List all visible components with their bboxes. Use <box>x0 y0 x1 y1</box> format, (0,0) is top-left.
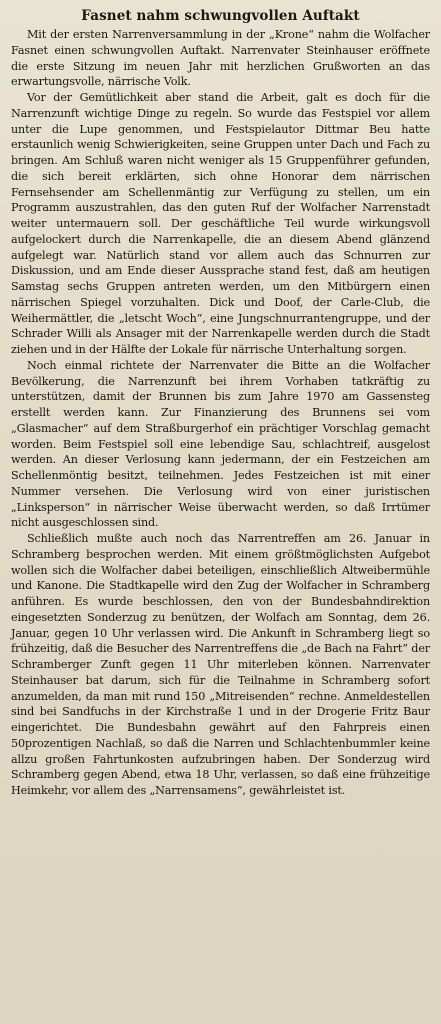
article-paragraph-3: Noch einmal richtete der Narrenvater die Bitte an die Wolfacher Bevölkerung, die Narrenzunft bei ihrem Vorhaben tatkräftig zu unterstützen, damit der Brunnen bis zum Jahre 1970 am Gassensteg erstellt werden kann. Zur Finanzierung des Brunnens sei vom „Glasmacher“ auf dem Straßburgerhof ein prächtiger Vorschlag gemacht worden. Beim Festspiel soll eine lebendige Sau, schlachtreif, ausgelost werden. An dieser Verlosung kann jedermann, der ein Festzeichen am Schellenmöntig besitzt, teilnehmen. Jedes Festzeichen ist mit einer Nummer versehen. Die Verlosung wird von einer juristischen „Linksperson“ in närrischer Weise überwacht werden, so daß Irrtümer nicht ausgeschlossen sind. <box>11 358 430 530</box>
article-headline: Fasnet nahm schwungvollen Auftakt <box>81 8 360 24</box>
article-paragraph-2: Vor der Gemütlichkeit aber stand die Arbeit, galt es doch für die Narrenzunft wichtige Dinge zu regeln. So wurde das Festspiel vor allem unter die Lupe genommen, und Festspielautor Dittmar Beu hatte erstaunlich wenig Schwierigkeiten, seine Gruppen unter Dach und Fach zu bringen. Am Schluß waren nicht weniger als 15 Gruppenführer gefunden, die sich bereit erklärten, sich ohne Honorar dem närrischen Fernsehsender am Schellenmäntig zur Verfügung zu stellen, um ein Programm auszustrahlen, das den guten Ruf der Wolfacher Narrenstadt weiter untermauern soll. Der geschäftliche Teil wurde wirkungsvoll aufgelockert durch die Narrenkapelle, die an diesem Abend glänzend aufgelegt war. Natürlich stand vor allem auch das Schnurren zur Diskussion, und am Ende dieser Aussprache stand fest, daß am heutigen Samstag sechs Gruppen antreten werden, um den Mitbürgern einen närrischen Spiegel vorzuhalten. Dick und Doof, der Carle-Club, die Weihermättler, die „letscht Woch“, eine Jungschnurrantengruppe, und der Schrader Willi als Ansager mit der Narrenkapelle werden durch die Stadt ziehen und in der Hälfte der Lokale für närrische Unterhaltung sorgen. <box>11 91 430 356</box>
article-paragraph-1: Mit der ersten Narrenversammlung in der „Krone“ nahm die Wolfacher Fasnet einen schwungvollen Auftakt. Narrenvater Steinhauser eröffnete die erste Sitzung im neuen Jahr mit herzlichen Grußworten an das erwartungsvolle, närrische Volk. <box>11 28 430 89</box>
article-paragraph-4: Schließlich mußte auch noch das Narrentreffen am 26. Januar in Schramberg besprochen werden. Mit einem größtmöglichsten Aufgebot wollen sich die Wolfacher dabei beteiligen, einschließlich Altweibermühle und Kanone. Die Stadtkapelle wird den Zug der Wolfacher in Schramberg anführen. Es wurde beschlossen, den von der Bundesbahndirektion eingesetzten Sonderzug zu benützen, der Wolfach am Sonntag, dem 26. Januar, gegen 10 Uhr verlassen wird. Die Ankunft in Schramberg liegt so frühzeitig, daß die Besucher des Narrentreffens die „de Bach na Fahrt“ der Schramberger Zunft gegen 11 Uhr miterleben können. Narrenvater Steinhauser bat darum, sich für die Teilnahme in Schramberg sofort anzumelden, da man mit rund 150 „Mitreisenden“ rechne. Anmeldestellen sind bei Sandfuchs in der Kirchstraße 1 und in der Drogerie Fritz Baur eingerichtet. Die Bundesbahn gewährt auf den Fahrpreis einen 50prozentigen Nachlaß, so daß die Narren und Schlachtenbummler keine allzu großen Fahrtunkosten aufzubringen haben. Der Sonderzug wird Schramberg gegen Abend, etwa 18 Uhr, verlassen, so daß eine frühzeitige Heimkehr, vor allem des „Narrensamens“, gewährleistet ist. <box>11 532 430 797</box>
